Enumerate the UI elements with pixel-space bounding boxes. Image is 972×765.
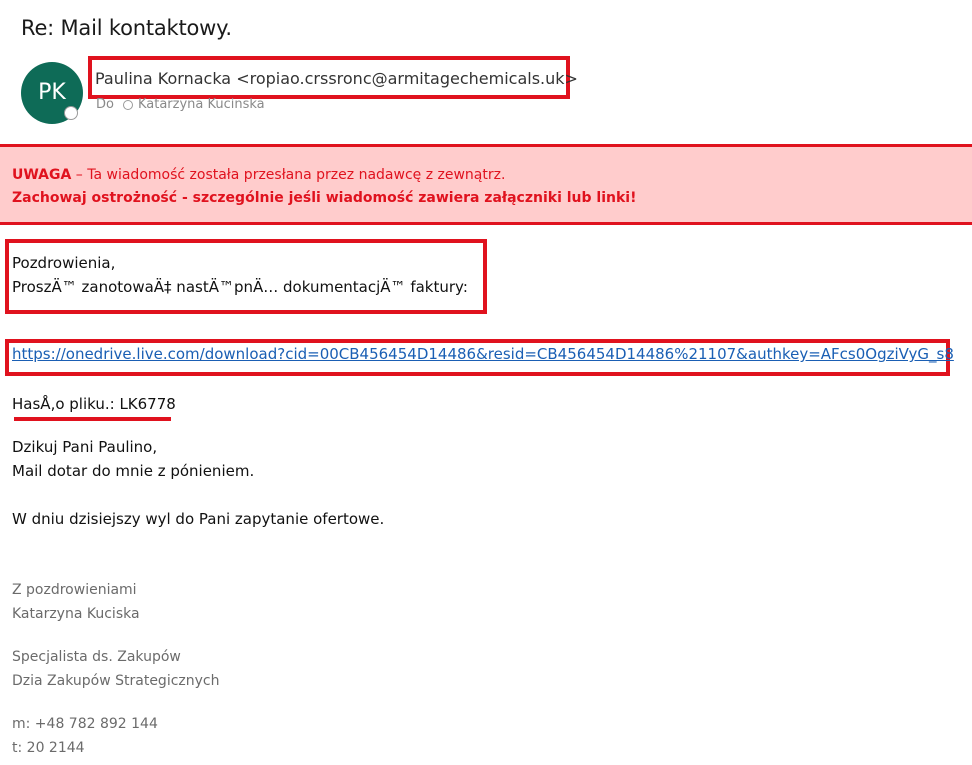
- quoted-line-1: Dzikuj Pani Paulino,: [12, 438, 158, 456]
- instruction-text: ProszÄ™ zanotowaÄ‡ nastÄ™pnÄ… dokumentacjÄ™ faktury:: [12, 278, 468, 296]
- signature-name: Katarzyna Kuciska: [12, 606, 140, 622]
- warning-line-1: [12, 164, 972, 187]
- recipient-presence-icon: [123, 100, 133, 110]
- warning-line-1-text: – Ta wiadomość została przesłana przez nadawcę z zewnątrz.: [71, 167, 506, 183]
- file-password-text: HasÅ‚o pliku.: LK6778: [12, 395, 176, 413]
- password-underline-mark: [14, 417, 171, 421]
- recipient-name: Katarzyna Kucinska: [137, 97, 265, 112]
- presence-status-icon: [64, 106, 78, 120]
- sender-avatar[interactable]: PK: [21, 62, 83, 124]
- to-label: Do: [96, 97, 114, 112]
- recipient-row: [96, 97, 265, 112]
- onedrive-download-link[interactable]: https://onedrive.live.com/download?cid=00CB456454D14486&resid=CB456454D14486%21107&authkey=AFcs0OgziVyG_s8: [12, 345, 954, 363]
- signature-department: Dzia Zakupów Strategicznych: [12, 673, 220, 689]
- signature-mobile: m: +48 782 892 144: [12, 716, 158, 732]
- signature-phone: t: 20 2144: [12, 740, 85, 756]
- quoted-line-2: Mail dotar do mnie z pónieniem.: [12, 462, 255, 480]
- email-subject: Re: Mail kontaktowy.: [21, 16, 232, 40]
- signature-closing: Z pozdrowieniami: [12, 582, 137, 598]
- quoted-line-3: W dniu dzisiejszy wyl do Pani zapytanie ofertowe.: [12, 510, 385, 528]
- external-sender-warning: [0, 144, 972, 225]
- recipient-chip[interactable]: [123, 97, 265, 112]
- greeting-text: Pozdrowienia,: [12, 254, 116, 272]
- signature-title: Specjalista ds. Zakupów: [12, 649, 181, 665]
- warning-line-2: Zachowaj ostrożność - szczególnie jeśli wiadomość zawiera załączniki lub linki!: [12, 190, 637, 206]
- warning-label: UWAGA: [12, 167, 72, 183]
- sender-address[interactable]: Paulina Kornacka <ropiao.crssronc@armitagechemicals.uk>: [95, 69, 578, 88]
